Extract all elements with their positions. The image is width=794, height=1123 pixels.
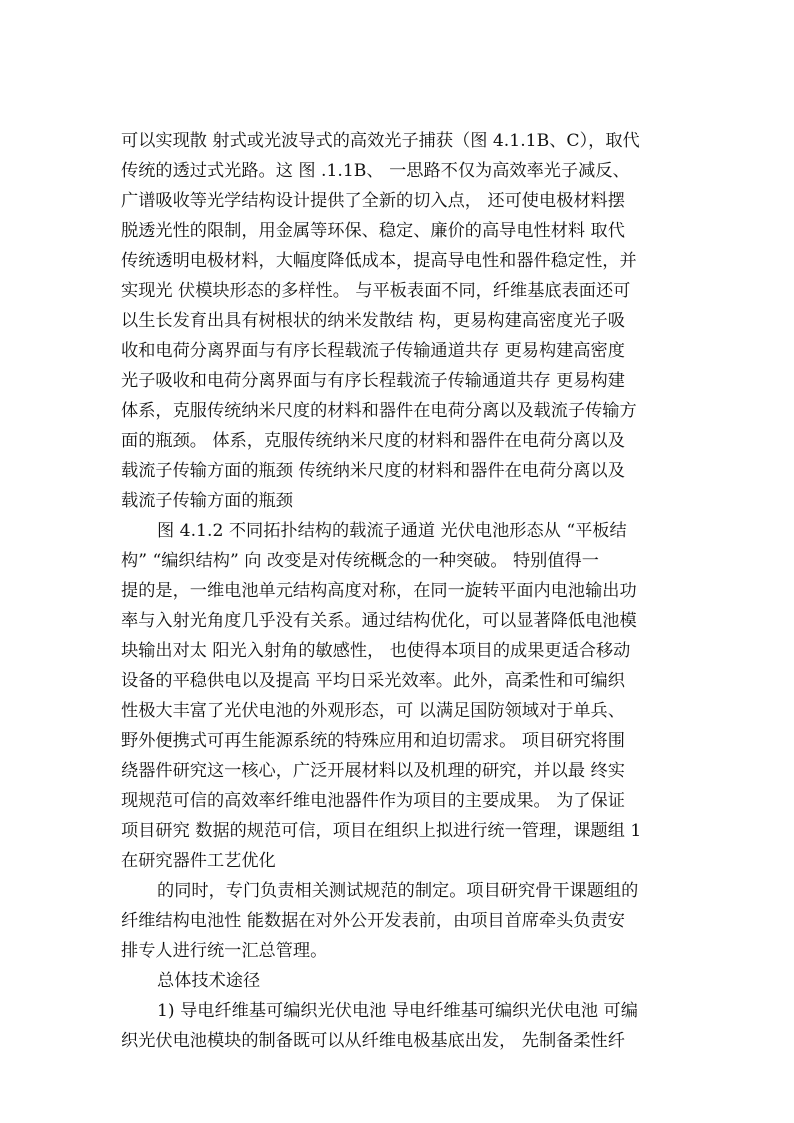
paragraph-4-line-2: 织光伏电池模块的制备既可以从纤维电极基底出发， 先制备柔性纤 — [121, 1031, 625, 1051]
paragraph-1-line-7: 以生长发育出具有树根状的纳米发散结 构，更易构建高密度光子吸 — [121, 311, 625, 331]
paragraph-1-line-11: 面的瓶颈。 体系，克服传统纳米尺度的材料和器件在电荷分离以及 — [121, 431, 625, 451]
paragraph-1-line-13: 载流子传输方面的瓶颈 — [121, 491, 293, 511]
paragraph-2-line-9: 绕器件研究这一核心，广泛开展材料以及机理的研究，并以最 终实 — [121, 761, 625, 781]
paragraph-1-line-8: 收和电荷分离界面与有序长程载流子传输通道共存 更易构建高密度 — [121, 341, 625, 361]
paragraph-1-line-5: 传统透明电极材料，大幅度降低成本，提高导电性和器件稳定性，并 — [121, 251, 637, 271]
paragraph-1-line-3: 广谱吸收等光学结构设计提供了全新的切入点， 还可使电极材料摆 — [121, 191, 625, 211]
paragraph-2-line-8: 野外便携式可再生能源系统的特殊应用和迫切需求。 项目研究将围 — [121, 731, 625, 751]
paragraph-1-line-4: 脱透光性的限制，用金属等环保、稳定、廉价的高导电性材料 取代 — [121, 221, 625, 241]
paragraph-2-line-6: 设备的平稳供电以及提高 平均日采光效率。此外，高柔性和可编织 — [121, 671, 625, 691]
paragraph-1-line-12: 载流子传输方面的瓶颈 传统纳米尺度的材料和器件在电荷分离以及 — [121, 461, 625, 481]
paragraph-3-line-1: 的同时，专门负责相关测试规范的制定。项目研究骨干课题组的 — [157, 881, 639, 901]
paragraph-2-line-7: 性极大丰富了光伏电池的外观形态，可 以满足国防领域对于单兵、 — [121, 701, 625, 721]
paragraph-2-line-5: 块输出对太 阳光入射角的敏感性， 也使得本项目的成果更适合移动 — [121, 641, 631, 661]
paragraph-3-line-2: 纤维结构电池性 能数据在对外公开发表前，由项目首席牵头负责安 — [121, 911, 625, 931]
paragraph-3-line-3: 排专人进行统一汇总管理。 — [121, 941, 328, 961]
paragraph-1-line-1: 可以实现散 射式或光波导式的高效光子捕获（图 4.1.1B、C），取代 — [121, 131, 640, 151]
paragraph-2-line-2: 构” “编织结构” 向 改变是对传统概念的一种突破。 特别值得一 — [121, 551, 599, 571]
paragraph-2-line-3: 提的是，一维电池单元结构高度对称，在同一旋转平面内电池输出功 — [121, 581, 637, 601]
paragraph-2-line-12: 在研究器件工艺优化 — [121, 851, 276, 871]
paragraph-4-line-1: 1) 导电纤维基可编织光伏电池 导电纤维基可编织光伏电池 可编 — [157, 1001, 638, 1021]
paragraph-1-line-6: 实现光 伏模块形态的多样性。 与平板表面不同，纤维基底表面还可 — [121, 281, 631, 301]
paragraph-1-line-2: 传统的透过式光路。这 图 .1.1B、 一思路不仅为高效率光子减反、 — [121, 161, 630, 181]
paragraph-1-line-10: 体系，克服传统纳米尺度的材料和器件在电荷分离以及载流子传输方 — [121, 401, 637, 421]
section-heading: 总体技术途径 — [157, 971, 261, 991]
paragraph-1-line-9: 光子吸收和电荷分离界面与有序长程载流子传输通道共存 更易构建 — [121, 371, 625, 391]
paragraph-2-line-11: 项目研究 数据的规范可信，项目在组织上拟进行统一管理，课题组 1 — [121, 821, 642, 841]
paragraph-2-line-10: 现规范可信的高效率纤维电池器件作为项目的主要成果。 为了保证 — [121, 791, 625, 811]
paragraph-2-line-4: 率与入射光角度几乎没有关系。通过结构优化，可以显著降低电池模 — [121, 611, 637, 631]
paragraph-2-line-1: 图 4.1.2 不同拓扑结构的载流子通道 光伏电池形态从 “平板结 — [157, 521, 627, 541]
